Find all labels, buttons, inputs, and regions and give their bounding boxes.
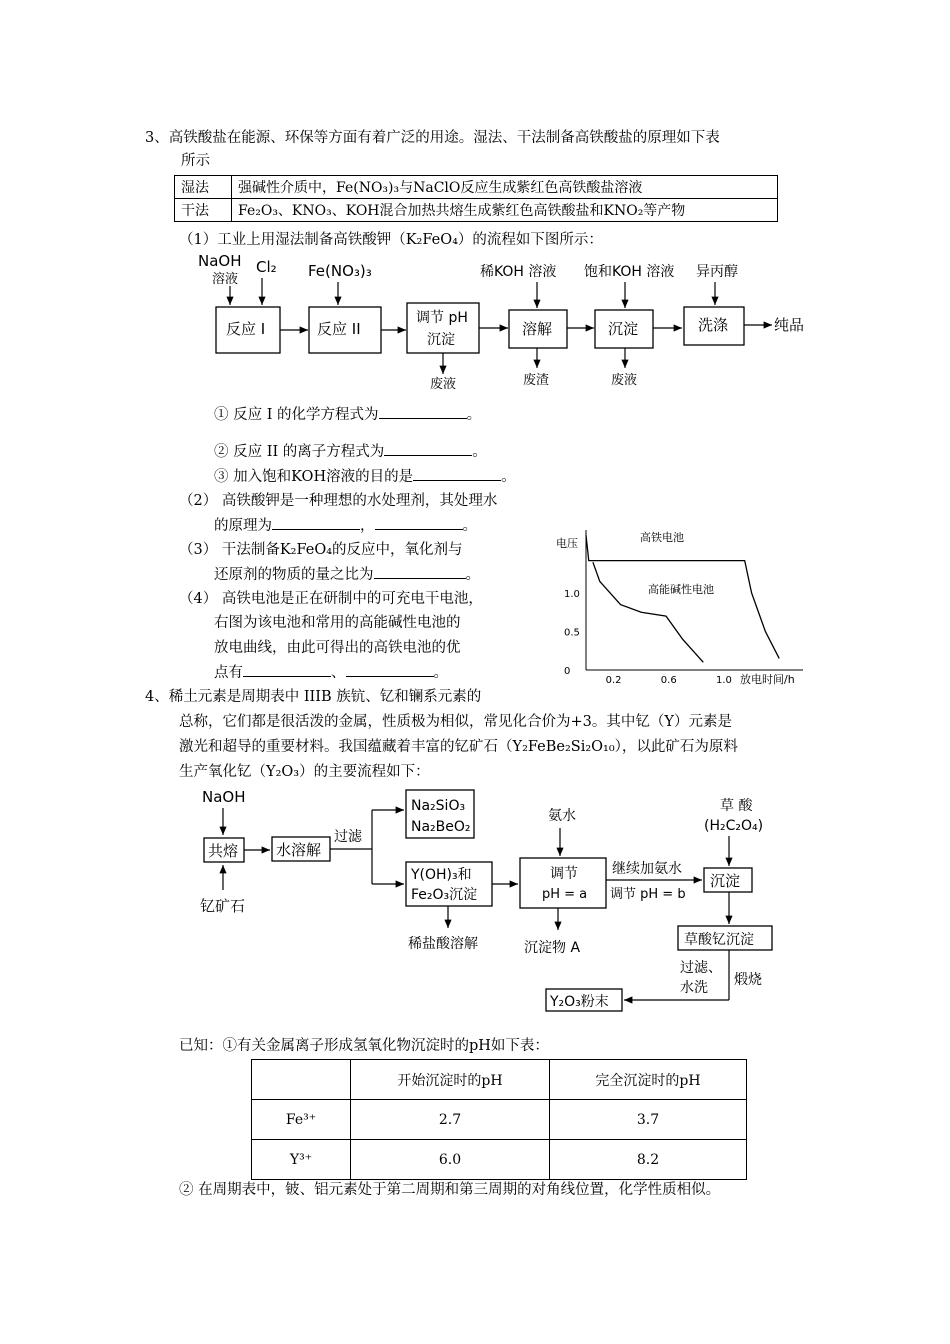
flow2-melt: 共熔 — [208, 842, 239, 860]
table-row — [175, 199, 778, 222]
answer-blank[interactable] — [346, 661, 434, 677]
q3-part4a: （4） 高铁电池是正在研制中的可充电干电池， — [179, 591, 483, 607]
flow2-water: 水溶解 — [276, 841, 322, 859]
flow2-calcine: 煅烧 — [734, 972, 762, 988]
value-cell: 6.0 — [351, 1140, 550, 1180]
value-cell: 2.7 — [351, 1100, 550, 1140]
q3-part2b — [214, 514, 477, 537]
q4-line4: 生产氧化钇（Y₂O₃）的主要流程如下： — [179, 764, 430, 780]
desc-cell: 强碱性介质中，Fe(NO₃)₃与NaClO反应生成紫红色高铁酸盐溶液 — [232, 176, 778, 199]
method-table — [174, 175, 778, 222]
q3-part2a: （2） 高铁酸钾是一种理想的水处理剂，其处理水 — [179, 493, 498, 509]
table-row — [252, 1140, 747, 1180]
comma: ， — [360, 518, 375, 534]
flow2-sio3: Na₂SiO₃ — [411, 798, 466, 814]
flow-residue: 废渣 — [523, 373, 550, 388]
flow-sat-koh: 饱和KOH 溶液 — [584, 264, 675, 280]
x-tick-label: 0.2 — [605, 675, 622, 686]
flow2-adj2: pH = a — [542, 887, 588, 902]
flow2-ammonia: 氨水 — [548, 808, 576, 824]
q3-part3b — [214, 563, 480, 586]
flow2-filter-wash2: 水洗 — [680, 980, 708, 996]
flow-r1: 反应 I — [226, 320, 266, 338]
sub2-text: ② 反应 II 的离子方程式为 — [214, 444, 385, 460]
answer-blank[interactable] — [272, 514, 360, 530]
part4d-text: 点有 — [214, 665, 243, 681]
flow-adjust2: 沉淀 — [427, 332, 455, 348]
chart-ylabel: 电压 — [556, 537, 578, 550]
flow2-ore: 钇矿石 — [200, 897, 246, 915]
y-tick-label: 0 — [564, 666, 571, 677]
method-cell: 干法 — [175, 199, 232, 222]
q3-intro-1: 3、高铁酸盐在能源、环保等方面有着广泛的用途。湿法、干法制备高铁酸盐的原理如下表 — [145, 130, 720, 146]
x-tick-label: 0.6 — [660, 675, 677, 686]
flow-precip: 沉淀 — [608, 320, 639, 338]
flow-feno3: Fe(NO₃)₃ — [308, 262, 372, 280]
x-tick-label: 1.0 — [716, 675, 732, 686]
label-ferrate-battery: 高铁电池 — [640, 531, 684, 544]
flow-dil-koh: 稀KOH 溶液 — [480, 264, 557, 280]
q3-part1: （1）工业上用湿法制备高铁酸钾（K₂FeO₄）的流程如下图所示： — [179, 232, 603, 248]
flow2-oxalic: 草 酸 — [720, 798, 753, 814]
table-row — [175, 176, 778, 199]
flow-dissolve: 溶解 — [522, 320, 553, 338]
flow2-adj1: 调节 — [550, 866, 578, 882]
alkaline-battery-line — [593, 562, 703, 662]
discharge-chart — [548, 522, 808, 692]
flow2-oxalic-formula: (H₂C₂O₄) — [704, 818, 764, 834]
period: 。 — [433, 665, 448, 681]
method-cell: 湿法 — [175, 176, 232, 199]
part2b-text: 的原理为 — [214, 518, 272, 534]
flowchart-1 — [190, 250, 820, 395]
part3b-text: 还原剂的物质的量之比为 — [214, 567, 374, 583]
ion-cell: Fe³⁺ — [252, 1100, 351, 1140]
q3-part4c: 放电曲线，由此可得出的高铁电池的优 — [214, 640, 461, 656]
q4-known: 已知：①有关金属离子形成氢氧化物沉淀时的pH如下表： — [179, 1038, 549, 1054]
flow-adjust1: 调节 pH — [416, 310, 468, 326]
flow2-precip-a: 沉淀物 A — [524, 940, 581, 956]
flow2-yoh1: Y(OH)₃和 — [411, 867, 472, 883]
period: 。 — [472, 444, 487, 460]
flow2-naoh: NaOH — [202, 788, 246, 806]
flow-pure: 纯品 — [774, 316, 805, 334]
flow2-filter-wash1: 过滤、 — [680, 960, 722, 976]
header-cell — [252, 1060, 351, 1100]
value-cell: 3.7 — [550, 1100, 747, 1140]
q4-line3: 激光和超导的重要材料。我国蕴藏着丰富的钇矿石（Y₂FeBe₂Si₂O₁₀），以此矿石为原料 — [179, 739, 738, 755]
flow2-y2o3: Y₂O₃粉末 — [550, 994, 609, 1010]
period: 。 — [465, 567, 480, 583]
period: 。 — [462, 518, 477, 534]
y-tick-label: 0.5 — [564, 627, 580, 639]
header-cell: 开始沉淀时的pH — [351, 1060, 550, 1100]
header-cell: 完全沉淀时的pH — [550, 1060, 747, 1100]
answer-blank[interactable] — [243, 661, 331, 677]
q4-line2: 总称，它们都是很活泼的金属，性质极为相似，常见化合价为+3。其中钇（Y）元素是 — [179, 714, 732, 730]
period: 。 — [501, 469, 516, 485]
flow2-beo2: Na₂BeO₂ — [411, 819, 471, 835]
flow2-precip: 沉淀 — [710, 872, 741, 890]
flow-waste2: 废液 — [611, 373, 638, 388]
flowchart-2 — [190, 780, 790, 1016]
table-row — [252, 1100, 747, 1140]
table-row — [252, 1060, 747, 1100]
q3-part4d — [214, 661, 448, 684]
q3-part4b: 右图为该电池和常用的高能碱性电池的 — [214, 615, 461, 631]
flow-r2: 反应 II — [317, 320, 361, 338]
flow-naoh-solution: 溶液 — [212, 272, 239, 287]
answer-blank[interactable] — [379, 403, 467, 419]
flow-wash: 洗涤 — [698, 316, 729, 334]
ph-table — [251, 1059, 747, 1180]
period: 。 — [466, 407, 482, 423]
sub3-text: ③ 加入饱和KOH溶液的目的是 — [214, 469, 414, 485]
y-tick-label: 1.0 — [564, 589, 580, 600]
q3-sub2 — [214, 440, 487, 463]
flow2-hcl: 稀盐酸溶解 — [408, 936, 478, 952]
flow-naoh: NaOH — [198, 252, 242, 270]
q4-line1: 4、稀土元素是周期表中 IIIB 族钪、钇和镧系元素的 — [145, 689, 482, 705]
sub1-text: ① 反应 I 的化学方程式为 — [214, 407, 379, 423]
label-alkaline-battery: 高能碱性电池 — [648, 583, 714, 596]
flow-ipa: 异丙醇 — [696, 264, 738, 280]
q3-sub1 — [214, 403, 481, 426]
flow2-continue: 继续加氨水 — [612, 861, 682, 877]
q3-part3a: （3） 干法制备K₂FeO₄的反应中，氧化剂与 — [179, 542, 463, 558]
q4-note2: ② 在周期表中，铍、铝元素处于第二周期和第三周期的对角线位置，化学性质相似。 — [179, 1182, 721, 1198]
flow2-filter: 过滤 — [334, 829, 362, 845]
answer-blank[interactable] — [375, 514, 463, 530]
desc-cell: Fe₂O₃、KNO₃、KOH混合加热共熔生成紫红色高铁酸盐和KNO₂等产物 — [232, 199, 778, 222]
dun: 、 — [331, 665, 346, 681]
flow2-adjust-b: 调节 pH = b — [610, 887, 686, 902]
q3-sub3 — [214, 465, 516, 488]
answer-blank[interactable] — [413, 465, 501, 481]
flow-waste1: 废液 — [430, 377, 457, 392]
flow2-yoh2: Fe₂O₃沉淀 — [411, 887, 478, 903]
chart-xlabel: 放电时间/h — [740, 673, 795, 686]
flow-cl2: Cl₂ — [256, 258, 277, 276]
q3-intro-2: 所示 — [181, 153, 210, 169]
answer-blank[interactable] — [374, 563, 466, 579]
flow2-yox: 草酸钇沉淀 — [684, 932, 754, 948]
value-cell: 8.2 — [550, 1140, 747, 1180]
ion-cell: Y³⁺ — [252, 1140, 351, 1180]
answer-blank[interactable] — [384, 440, 472, 456]
